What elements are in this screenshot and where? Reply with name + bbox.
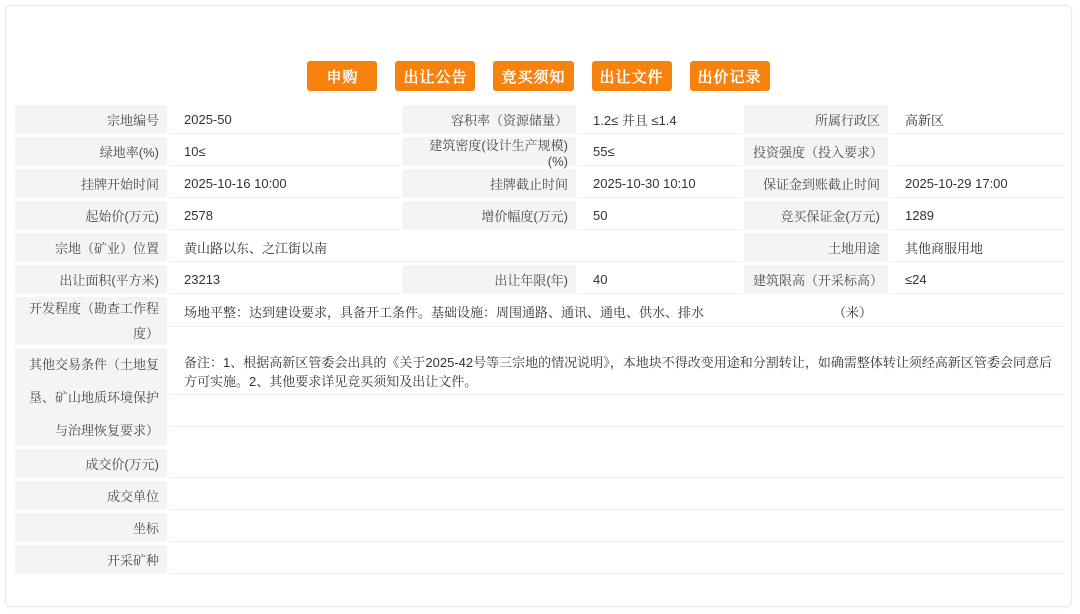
field-label-listing-start-time: [15, 169, 167, 198]
field-value-plot-ratio: 1.2≤ 并且 ≤1.4: [578, 105, 742, 134]
table-row: [15, 201, 1067, 230]
field-label-text: 容积率（资源储量）: [450, 113, 568, 128]
field-label-text: 成交价(万元): [85, 457, 159, 472]
field-label-district: [744, 105, 888, 134]
field-value-height-limit: ≤24: [890, 265, 1067, 294]
remark-text: 备注：1、根据高新区管委会出具的《关于2025-42号等三宗地的情况说明》，本地块不得改变用途和分割转让，如确需整体转让须经高新区管委会同意后方可实施。2、其他要求详见竞买须知及出让文件。: [184, 355, 1052, 389]
field-label-text: 挂牌开始时间: [80, 177, 159, 192]
field-label-text: 土地用途: [827, 241, 880, 256]
field-label-other-conditions: [15, 348, 167, 446]
field-value-transfer-term: 40: [578, 265, 742, 294]
field-label-text: 投资强度（投入要求）: [753, 145, 884, 160]
field-label-deal-winner: [15, 481, 167, 510]
field-label-bid-deposit: [744, 201, 888, 230]
table-row: [15, 233, 1067, 262]
field-label-text: 起始价(万元): [85, 209, 159, 224]
remark-cell: [169, 348, 1067, 395]
filler-cell: [169, 427, 1067, 446]
field-value-bid-deposit: 1289: [890, 201, 1067, 230]
field-value-deposit-deadline: 2025-10-29 17:00: [890, 169, 1067, 198]
filler-cell: [169, 395, 1067, 427]
field-label-text: 开采矿种: [106, 553, 159, 568]
field-label-text: 出让年限(年): [494, 273, 568, 288]
field-label-text: 宗地编号: [106, 113, 159, 128]
land-detail-card: [5, 5, 1072, 607]
table-row: [15, 265, 1067, 294]
field-value-starting-price: 2578: [169, 201, 400, 230]
field-value-mining-type: [169, 545, 1067, 574]
field-value-listing-start-time: 2025-10-16 10:00: [169, 169, 400, 198]
field-label-height-limit: [744, 265, 888, 294]
transfer-documents-button[interactable]: 出让文件: [592, 61, 672, 91]
field-label-starting-price: [15, 201, 167, 230]
field-label-coordinates: [15, 513, 167, 542]
field-value-deal-price: [169, 449, 1067, 478]
field-label-development-degree: [15, 297, 167, 345]
field-label-text: 出让面积(平方米): [59, 273, 159, 288]
table-row: [15, 105, 1067, 134]
value-line: [169, 297, 1067, 327]
field-value-coordinates: [169, 513, 1067, 542]
table-row: [15, 169, 1067, 198]
field-label-text: 其他交易条件（土地复垦、矿山地质环境保护与治理恢复要求）: [28, 356, 159, 438]
field-value-price-increment: 50: [578, 201, 742, 230]
field-value-area-development-degree: [169, 297, 1067, 345]
field-label-parcel-number: [15, 105, 167, 134]
field-label-text: 成交单位: [106, 489, 159, 504]
field-value-area-other-conditions: [169, 348, 1067, 446]
field-value-district: 高新区: [890, 105, 1067, 134]
field-label-parcel-location: [15, 233, 167, 262]
field-label-deal-price: [15, 449, 167, 478]
field-value-transfer-area: 23213: [169, 265, 400, 294]
bid-records-button[interactable]: 出价记录: [690, 61, 770, 91]
field-label-text: 挂牌截止时间: [489, 177, 568, 192]
filler-cell: [169, 327, 1067, 345]
unit-label-meters: （米）: [744, 297, 888, 326]
field-value-parcel-location: 黄山路以东、之江街以南: [169, 233, 742, 262]
table-row: [15, 545, 1067, 574]
field-label-price-increment: [402, 201, 576, 230]
field-label-listing-end-time: [402, 169, 576, 198]
table-row: [15, 348, 1067, 446]
field-label-building-density: [402, 137, 576, 169]
field-label-text: 坐标: [132, 521, 159, 536]
field-value-deal-winner: [169, 481, 1067, 510]
field-label-text: 增价幅度(万元): [481, 209, 568, 224]
field-label-text: 开发程度（勘查工作程度）: [28, 301, 159, 341]
field-label-transfer-area: [15, 265, 167, 294]
field-label-plot-ratio: [402, 105, 576, 134]
field-label-land-use: [744, 233, 888, 262]
field-label-green-rate: [15, 137, 167, 166]
field-value-investment-intensity: [890, 137, 1067, 166]
field-label-text: 所属行政区: [814, 113, 880, 128]
field-label-text: 建筑密度(设计生产规模)(%): [429, 137, 568, 169]
table-row: [15, 481, 1067, 510]
field-value-listing-end-time: 2025-10-30 10:10: [578, 169, 742, 198]
table-row: [15, 137, 1067, 169]
apply-button[interactable]: 申购: [307, 61, 377, 91]
field-value-development-degree: 场地平整：达到建设要求，具备开工条件。基础设施：周围通路、通讯、通电、供水、排水: [169, 297, 742, 326]
land-detail-table: [15, 105, 1067, 574]
table-row: [15, 297, 1067, 345]
field-label-text: 竞买保证金(万元): [780, 209, 880, 224]
field-value-green-rate: 10≤: [169, 137, 400, 166]
field-label-text: 绿地率(%): [99, 145, 159, 160]
field-label-text: 宗地（矿业）位置: [54, 241, 159, 256]
field-label-transfer-term: [402, 265, 576, 294]
transfer-announcement-button[interactable]: 出让公告: [395, 61, 475, 91]
field-value-parcel-number: 2025-50: [169, 105, 400, 134]
field-value-land-use: 其他商服用地: [890, 233, 1067, 262]
action-buttons: [6, 61, 1071, 91]
field-label-mining-type: [15, 545, 167, 574]
bidding-notice-button[interactable]: 竞买须知: [493, 61, 573, 91]
field-value-building-density: 55≤: [578, 137, 742, 166]
field-label-text: 保证金到账截止时间: [762, 177, 880, 192]
empty-cell: [890, 297, 1067, 326]
table-row: [15, 449, 1067, 478]
field-label-deposit-deadline: [744, 169, 888, 198]
field-label-investment-intensity: [744, 137, 888, 166]
table-row: [15, 513, 1067, 542]
field-label-text: 建筑限高（开采标高）: [753, 273, 884, 288]
